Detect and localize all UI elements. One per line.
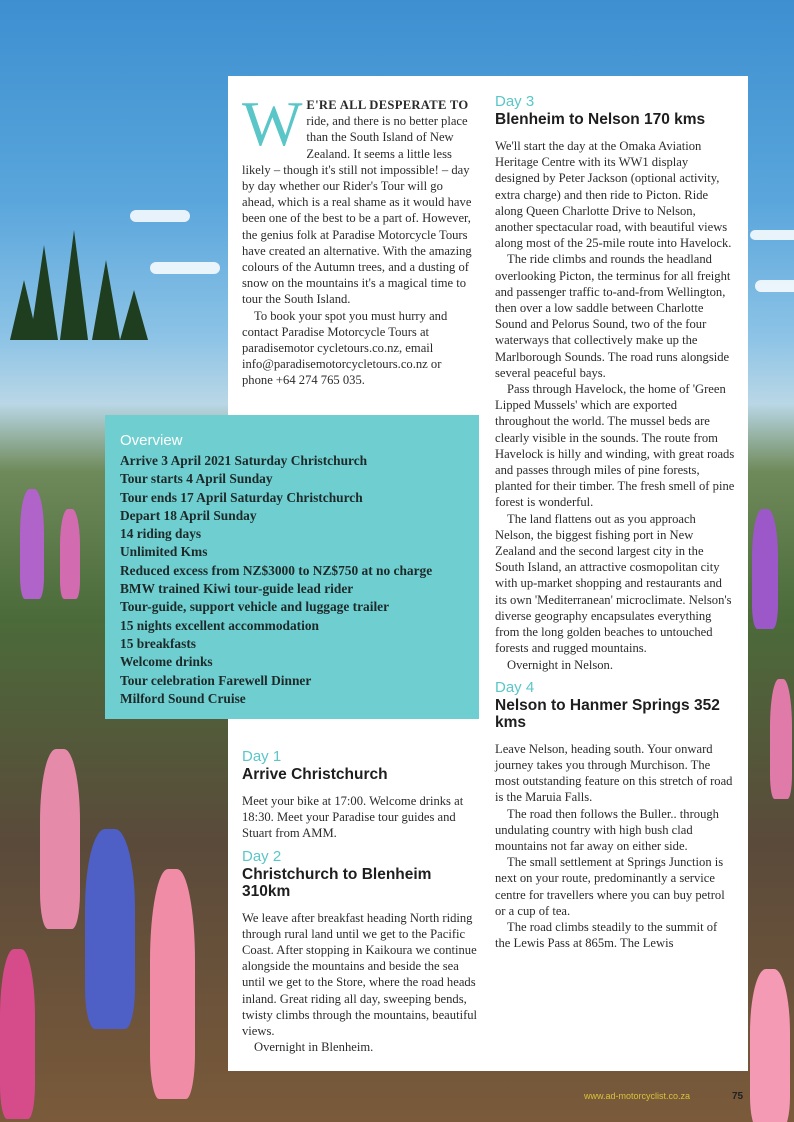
- overview-item: Unlimited Kms: [120, 544, 208, 560]
- cloud: [755, 280, 794, 292]
- day-label: Day 1: [242, 748, 282, 765]
- intro-column: [242, 88, 472, 389]
- overview-list: [120, 452, 432, 708]
- day-paragraph: The road then follows the Buller.. through undulating country with high bush clad mountains not far away on either side.: [495, 806, 719, 853]
- overview-item: 14 riding days: [120, 526, 202, 542]
- footer-url: www.ad-motorcyclist.co.za: [584, 1091, 691, 1101]
- day-paragraph: Overnight in Blenheim.: [254, 1040, 374, 1055]
- overview-item: Tour celebration Farewell Dinner: [120, 672, 312, 688]
- day-paragraph: The ride climbs and rounds the headland overlooking Picton, the terminus for all freight and passenger traffic to-and-from Wellington, then over a low saddle between Charlotte Sound and Pelorus Sound, two of the four waterways that collectively make up the Marlborough Sounds. The road runs alongside several peaceful bays.: [495, 252, 731, 380]
- day-paragraph: We'll start the day at the Omaka Aviation Heritage Centre with its WW1 display designed by Peter Jackson (optional activity, extra charge) and then ride to Picton. Ride along Queen Charlotte Drive to Nelson, another spectacular road, with beautiful views along most of the 25-mile route into Havelock.: [495, 139, 732, 251]
- day-paragraph: Overnight in Nelson.: [507, 657, 613, 672]
- overview-item: Arrive 3 April 2021 Saturday Christchurch: [120, 453, 368, 468]
- drop-cap: W: [242, 88, 303, 159]
- intro-lead: E'RE ALL DESPERATE TO: [306, 98, 469, 112]
- intro-paragraph: [242, 88, 472, 308]
- day-paragraph: Pass through Havelock, the home of 'Green Lipped Mussels' which are exported throughout the world. The mussel beds are clearly visible in the sounds. The route from Havelock is hilly and winding, with great roads and passes through miles of pine forests, planted for their timber. The fresh smell of pine forest is wonderful.: [495, 382, 735, 510]
- overview-item: BMW trained Kiwi tour-guide lead rider: [120, 581, 354, 597]
- day-label: Day 3: [495, 93, 535, 110]
- day-title: Blenheim to Nelson 170 kms: [495, 111, 706, 128]
- overview-item: Milford Sound Cruise: [120, 690, 246, 706]
- page-number: 75: [732, 1091, 744, 1102]
- day-paragraph: The land flattens out as you approach Nelson, the biggest fishing port in New Zealand and the second largest city in the South Island, an attractive cosmopolitan city with up-market shopping and restaurants and its own 'Mediterranean' microclimate. Nelson's diverse geography encapsulates everything from the long golden beaches to untouched forests and rugged mountains.: [495, 511, 732, 656]
- overview-item: Tour starts 4 April Sunday: [120, 471, 273, 487]
- overview-item: Reduced excess from NZ$3000 to NZ$750 at no charge: [120, 562, 433, 578]
- overview-item: Tour-guide, support vehicle and luggage trailer: [120, 599, 390, 615]
- overview-title: Overview: [120, 432, 183, 449]
- overview-item: Tour ends 17 April Saturday Christchurch: [120, 489, 363, 505]
- intro-text: ride, and there is no better place than the South Island of New Zealand. It seems a little less likely – though it's still not impossible! – day by day whether our Rider's Tour will go ahead, which is a real shame as it would have been one of the best to be a part of. However, the genius folk at Paradise Motorcycle Tours have created an alternative. With the amazing colours of the Autumn trees, and a dusting of snow on the mountains it's a magical time to tour the South Island.: [242, 114, 472, 307]
- day-paragraph: We leave after breakfast heading North riding through rural land until we get to the Pacific Coast. After stopping in Kaikoura we continue alongside the mountains and beside the sea until we get to the Store, where the road heads inland. Great riding all day, sweeping bends, twisty climbs through the mountains, beautiful views.: [242, 910, 478, 1039]
- day-paragraph: Leave Nelson, heading south. Your onward journey takes you through Murchison. The most outstanding feature on this stretch of road is the Maruia Falls.: [495, 741, 733, 805]
- day-title: Nelson to Hanmer Springs 352 kms: [495, 696, 720, 731]
- day-label: Day 4: [495, 678, 535, 696]
- day-title: Arrive Christchurch: [242, 766, 388, 783]
- day-title: Christchurch to Blenheim 310km: [242, 865, 432, 900]
- cloud: [750, 230, 794, 240]
- tree-line: [0, 220, 230, 340]
- day-paragraph: The road climbs steadily to the summit of the Lewis Pass at 865m. The Lewis: [495, 919, 718, 951]
- booking-paragraph: To book your spot you must hurry and contact Paradise Motorcycle Tours at paradisemotor cycletours.co.nz, email info@paradisemotorcycletours.co.nz or phone +64 274 765 035.: [242, 308, 448, 388]
- day-paragraph: The small settlement at Springs Junction is next on your route, predominantly a service centre for travellers where you can buy petrol or a cup of tea.: [495, 855, 725, 918]
- overview-item: 15 nights excellent accommodation: [120, 617, 319, 633]
- day-paragraph: Meet your bike at 17:00. Welcome drinks at 18:30. Meet your Paradise tour guides and Stuart from AMM.: [242, 794, 464, 841]
- overview-item: Depart 18 April Sunday: [120, 507, 257, 523]
- day3-day4-column: [495, 93, 735, 951]
- overview-item: Welcome drinks: [120, 654, 213, 670]
- day-label: Day 2: [242, 847, 282, 865]
- day1-day2-column: [242, 742, 482, 1055]
- overview-item: 15 breakfasts: [120, 635, 197, 651]
